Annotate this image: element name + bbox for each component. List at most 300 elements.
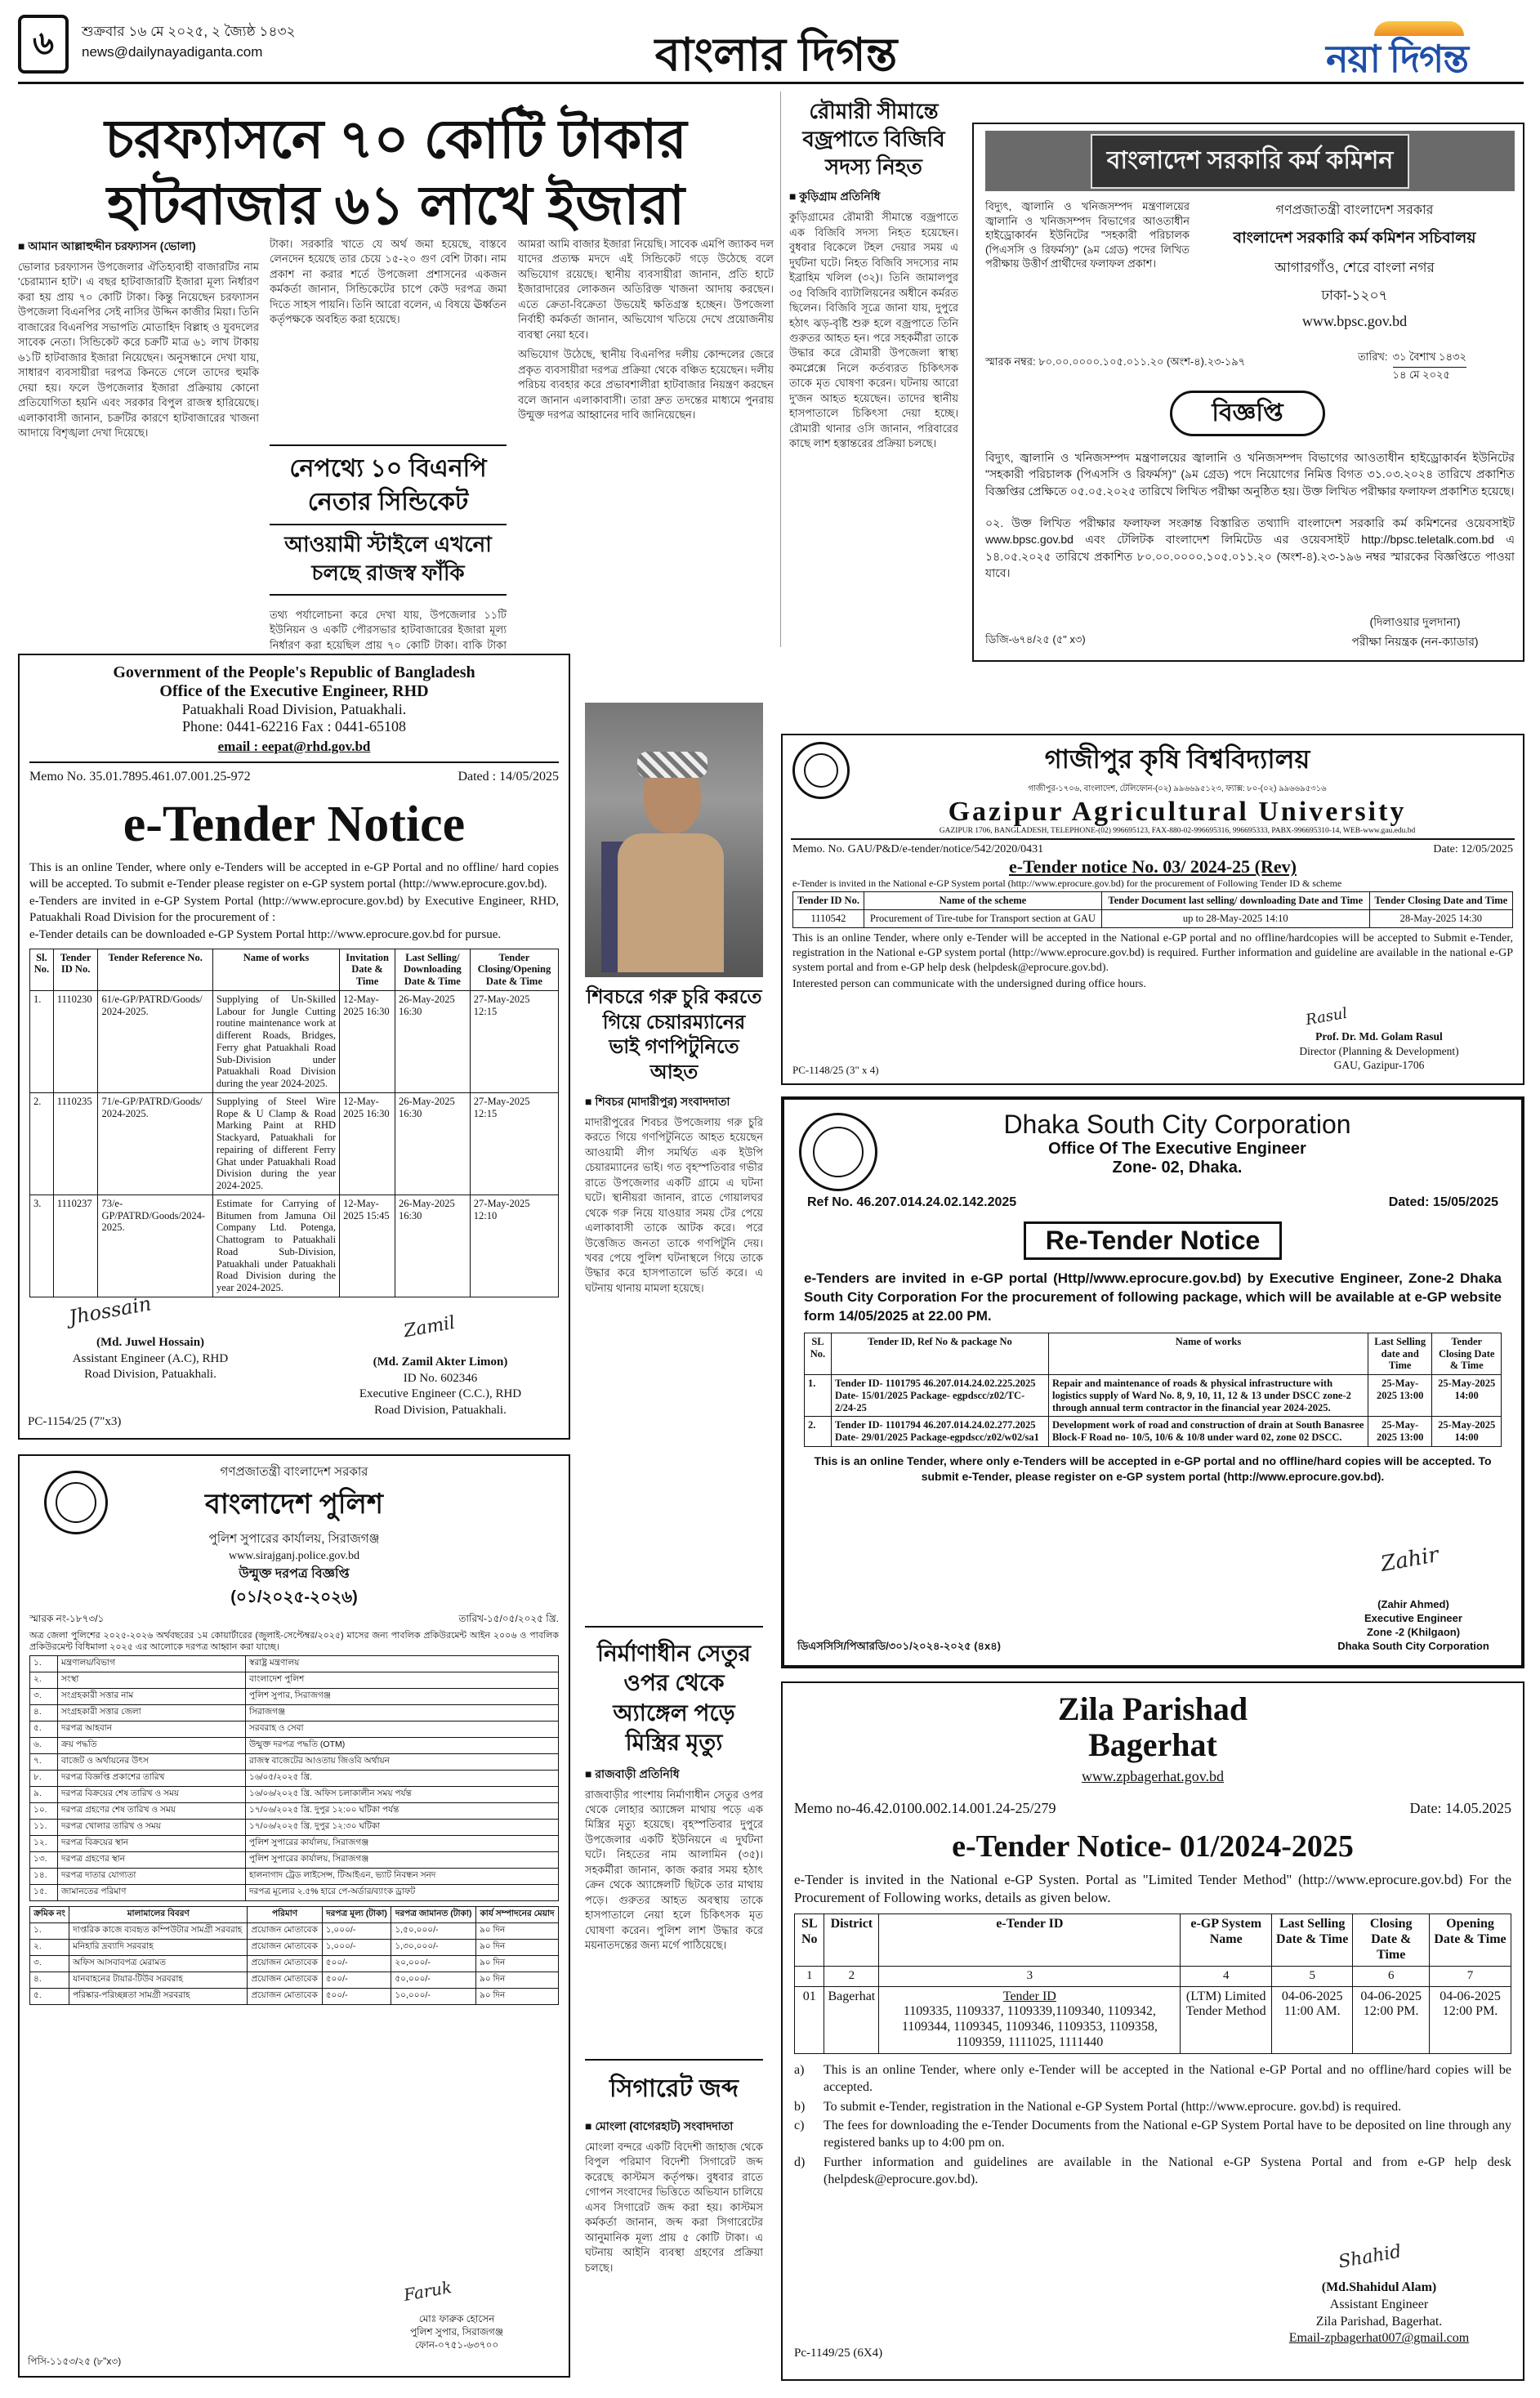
table-row: [30, 1195, 559, 1297]
shibchar-body: মাদারীপুরের শিবচর উপজেলায় গরু চুরি করতে গিয়ে গণপিটুনিতে আহত হয়েছেন আওয়ামী লীগ সমর্থিত এক ইউপি চেয়ারম্যানের ভাই। গত বৃহস্পতিবার গভীর রাতে উপজেলার একটি গ্রামে এ ঘটনা ঘটে। স্থানীয়রা জানান, রাতে গোয়ালঘর থেকে গরু নিয়ে যাওয়ার সময় টের পেয়ে এলাকাবাসী তাকে আটক করে। পরে উত্তেজিত জনতা তাকে গণপিটুনি দেয়। খবর পেয়ে পুলিশ ঘটনাস্থলে গিয়ে তাকে উদ্ধার করে হাসপাতালে ভর্তি করে। এ ঘটনায় থানায় মামলা হয়েছে।: [585, 1115, 763, 1294]
gau-table-header: Name of the scheme: [864, 892, 1101, 910]
table-cell: বাংলাদেশ পুলিশ: [246, 1672, 559, 1688]
bpsc-website[interactable]: www.bpsc.gov.bd: [1301, 313, 1408, 329]
zpb-index-cell: 4: [1181, 1966, 1272, 1986]
rhd-table-header: Last Selling/ Downloading Date & Time: [395, 949, 470, 990]
table-cell: ৯০ দিন: [475, 1922, 558, 1939]
gau-memo: Memo. No. GAU/P&D/e-tender/notice/542/2020/0431: [792, 843, 1044, 856]
list-item: [794, 2118, 1511, 2152]
zpb-table-header: Opening Date & Time: [1430, 1914, 1511, 1967]
table-row: [30, 1972, 559, 1988]
rhd-office: Office of the Executive Engineer, RHD: [159, 682, 429, 700]
rhd-sig1-block: [28, 1335, 273, 1383]
dscc-office: Office Of The Executive Engineer: [1048, 1140, 1306, 1158]
table-row: [30, 1939, 559, 1955]
zpb-signer-block: [1240, 2280, 1518, 2347]
gau-contact-note: Interested person can communicate with the undersigned during office hours.: [792, 978, 1146, 991]
table-cell: ৫.: [30, 1721, 58, 1737]
table-cell: পরিষ্কার-পরিচ্ছন্নতা সামগ্রী সরবরাহ: [69, 1988, 248, 2004]
dscc-table-header: Tender ID, Ref No & package No: [831, 1333, 1048, 1374]
table-cell: ৯.: [30, 1786, 58, 1802]
police-website[interactable]: www.sirajganj.police.gov.bd: [229, 1550, 359, 1562]
table-cell: 3.: [30, 1195, 54, 1297]
list-text: Further information and guidelines are available in the National e-GP Systena Portal and from e-GP help desk (helpdesk@eprocure.gov.bd).: [824, 2155, 1511, 2186]
dscc-logo-icon: [799, 1113, 877, 1191]
table-cell: 04-06-2025 11:00 AM.: [1271, 1986, 1352, 2054]
table-row: [30, 1672, 559, 1688]
bpsc-ad-code: ডিজি-৬৭৪/২৫ (৫" x৩): [985, 633, 1086, 645]
table-cell: প্রয়োজন মোতাবেক: [248, 1988, 322, 2004]
rhd-sig2-id: ID No. 602346: [403, 1371, 478, 1385]
list-marker: b): [794, 2099, 806, 2114]
table-cell: 27-May-2025 12:15: [470, 1092, 558, 1195]
table-cell: [879, 1986, 1181, 2054]
table-cell: 04-06-2025 12:00 PM.: [1430, 1986, 1511, 2054]
rhd-invite: e-Tenders are invited in e-GP System Portal (http://www.eprocure.gov.bd) by Executive Engineer, RHD, Patuakhali Road Division for the procurement of :: [29, 895, 559, 924]
table-cell: Tender ID- 1101794 46.207.014.24.02.277.2025 Date- 29/01/2025 Package-egpdscc/z02/w02/sa1: [831, 1417, 1048, 1447]
list-item: [794, 2062, 1511, 2097]
cigarette-byline: ■ মোংলা (বাগেরহাট) সংবাদদাতা: [585, 2119, 734, 2132]
table-cell: হালনাগাদ ট্রেড লাইসেন্স, টিআইএন, ভ্যাট নিবন্ধন সনদ: [246, 1868, 559, 1884]
table-cell: দাপ্তরিক কাজে ব্যবহৃত কম্পিউটার সামগ্রী সরবরাহ: [69, 1922, 248, 1939]
table-cell: দরপত্র দাতার যোগ্যতা: [58, 1868, 246, 1884]
table-cell: (LTM) Limited Tender Method: [1181, 1986, 1272, 2054]
police-ad-code: পিসি-১১৫৩/২৫ (৮"x৩): [28, 2356, 122, 2367]
romari-byline: ■ কুড়িগ্রাম প্রতিনিধি: [789, 190, 881, 203]
rhd-sig1-division: Road Division, Patuakhali.: [84, 1368, 216, 1381]
table-cell: 04-06-2025 12:00 PM.: [1353, 1986, 1430, 2054]
bridge-headline: নির্মাণাধীন সেতুর ওপর থেকে অ্যাঙ্গেল পড়ে মিস্ত্রির মৃত্যু: [597, 1641, 751, 1756]
romari-headline: রৌমারী সীমান্তে বজ্রপাতে বিজিবি সদস্য নিহত: [802, 99, 945, 179]
table-cell: ১৫.: [30, 1884, 58, 1900]
rhd-phone: Phone: 0441-62216 Fax : 0441-65108: [182, 718, 406, 735]
cigarette-body: মোংলা বন্দরে একটি বিদেশী জাহাজ থেকে বিপুল পরিমাণ বিদেশী সিগারেট জব্দ করেছে কাস্টমস কর্তৃপক্ষ। বুধবার রাতে গোপন সংবাদের ভিত্তিতে অভিযান চালিয়ে এসব সিগারেট জব্দ করা হয়। কাস্টমস কর্মকর্তা জানান, জব্দ করা সিগারেটের আনুমানিক মূল্য প্রায় ৫ কোটি টাকা। এ ঘটনায় আইনি ব্যবস্থা গ্রহণের প্রক্রিয়া চলছে।: [585, 2141, 763, 2274]
table-row: [30, 1955, 559, 1972]
gau-signer-org: GAU, Gazipur-1706: [1333, 1059, 1425, 1072]
table-cell: সংস্থা: [58, 1672, 246, 1688]
zpb-notes-list: [783, 2054, 1523, 2189]
table-cell: Repair and maintenance of roads & physical infrastructure with logistics supply of Ward No. 8, 9, 10, 11, 12 & 13 under DSCC zone-2 through annual term contractor in the financial year 2024-2025.: [1048, 1375, 1368, 1417]
police-items-table: [29, 1906, 559, 2005]
bpsc-side-text: বিদ্যুৎ, জ্বালানি ও খনিজসম্পদ মন্ত্রণালয়ের জ্বালানি ও খনিজসম্পদ বিভাগের আওতাধীন হাইড্রোকার্বন ইউনিটের "সহকারী পরিচালক (পিএসসি ও রিফর্মস)" (৯ম গ্রেড) পদের লিখিত পরীক্ষায় উত্তীর্ণ প্রার্থীদের ফলাফল প্রকাশ।: [985, 200, 1190, 270]
story-romari: [780, 92, 958, 647]
table-row: [30, 1988, 559, 2004]
story-cigarette: [585, 2059, 763, 2369]
lead-pullquote-box: [270, 444, 507, 596]
gau-table-header: Tender Document last selling/ downloading Date and Time: [1101, 892, 1369, 910]
bpsc-date-block: [1358, 350, 1466, 385]
zpb-index-cell: 2: [824, 1966, 879, 1986]
zpb-tender-table: [794, 1913, 1511, 2054]
dscc-table-header: Name of works: [1048, 1333, 1368, 1374]
table-row: [30, 1737, 559, 1753]
lead-column-2-cont: তথ্য পর্যালোচনা করে দেখা যায়, উপজেলার ১১টি ইউনিয়ন ও একটি পৌরসভার হাটবাজারের ইজারা মূল্য নির্ধারণ করা হয়েছিল প্রায় ৭০ কোটি টাকা। বাকি টাকা: [270, 609, 507, 651]
lead-headline-line-1: চরফ্যাসনে ৭০ কোটি টাকার: [105, 109, 687, 169]
gau-memo-row: [783, 843, 1523, 856]
bpsc-memo: স্মারক নম্বর: ৮০.০০.০০০০.১০৫.০১১.২০ (অংশ-৪).২৩-১৯৭: [985, 355, 1246, 368]
zpb-date: Date: 14.05.2025: [1409, 1800, 1511, 1816]
table-cell: উন্মুক্ত দরপত্র পদ্ধতি (OTM): [246, 1737, 559, 1753]
table-cell: দরপত্র বিক্রয়ের শেষ তারিখ ও সময়: [58, 1786, 246, 1802]
lead-story: [18, 92, 774, 651]
police-signer-phone: ফোন-০৭৫১-৬৩৭০০: [414, 2339, 499, 2351]
table-cell: ১৭/০৬/২০২৫ খ্রি. দুপুর ১২:০০ ঘটিকা পর্যন্ত: [246, 1802, 559, 1819]
rhd-table-header: Name of works: [212, 949, 339, 990]
zpb-signer: (Md.Shahidul Alam): [1321, 2280, 1437, 2294]
bpsc-date-label: তারিখ:: [1358, 351, 1388, 363]
table-cell: প্রয়োজন মোতাবেক: [248, 1939, 322, 1955]
police-memo-row: [20, 1612, 569, 1628]
table-cell: ৫০০/-: [322, 1972, 391, 1988]
table-cell: ১৬/০৬/২০২৫ খ্রি. অফিস চলাকালীন সময় পর্যন্ত: [246, 1786, 559, 1802]
bpsc-gov: গণপ্রজাতন্ত্রী বাংলাদেশ সরকার: [1275, 203, 1434, 217]
police-year: (০১/২০২৫-২০২৬): [230, 1588, 358, 1606]
police-items-header: ক্রমিক নং: [30, 1906, 69, 1922]
zpb-signer-title: Assistant Engineer: [1329, 2297, 1429, 2311]
gau-contact-en: GAZIPUR 1706, BANGLADESH, TELEPHONE-(02) 996695123, FAX-880-02-996695316, 996695333, PABX-996695310-14, WEB-www.gau.edu.bd: [939, 827, 1416, 836]
dscc-title: Re-Tender Notice: [1024, 1221, 1283, 1260]
police-signature: Faruk: [402, 2277, 453, 2305]
table-cell: ৬.: [30, 1737, 58, 1753]
table-cell: প্রয়োজন মোতাবেক: [248, 1972, 322, 1988]
table-row: [30, 990, 559, 1092]
story-shibchar: [585, 985, 763, 1623]
gau-note: This is an online Tender, where only e-Tender will be accepted in the National e-GP portal and no offline/hardcopies will be accepted to Submit e-Tender, registration in the National e-GP system portal (http://www.eprocure.gov.bd) is required. Further information and guideline are available in the national e-GP system portal and from e-GP help desk (helpdesk@eprocure.gov.bd).: [792, 931, 1513, 975]
gau-table-header: Tender Closing Date and Time: [1369, 892, 1512, 910]
table-row: [30, 1819, 559, 1835]
zpb-etender-notice: [781, 1681, 1524, 2381]
table-cell: ১,৩০,০০০/-: [391, 1939, 476, 1955]
pullquote-line-2: নেতার সিন্ডিকেট: [307, 488, 469, 516]
police-signer-block: [346, 2312, 567, 2352]
bpsc-banner: [985, 131, 1515, 191]
table-cell: ১৭/০৬/২০২৫ খ্রি. দুপুর ১২:৩০ ঘটিকা: [246, 1819, 559, 1835]
bpsc-city: ঢাকা-১২০৭: [1321, 288, 1388, 303]
rhd-title: e-Tender Notice: [123, 797, 466, 852]
dscc-table-header: Last Selling date and Time: [1368, 1333, 1431, 1374]
masthead-rule: [18, 82, 1524, 84]
table-cell: ১,০০০/-: [322, 1922, 391, 1939]
table-cell: 12-May-2025 16:30: [340, 1092, 395, 1195]
zpb-name-2: Bagerhat: [1088, 1726, 1217, 1763]
bpsc-para-1: বিদ্যুৎ, জ্বালানি ও খনিজসম্পদ মন্ত্রণালয়ের জ্বালানি ও খনিজসম্পদ বিভাগের আওতাধীন হাইড্রোকার্বন ইউনিটের "সহকারী পরিচালক (পিএসসি ও রিফর্মস)" (৯ম গ্রেড) পদে নিয়োগের নিমিত্ত বিগত ৩১.০৩.২০২৪ তারিখে প্রকাশিত বিজ্ঞপ্তির প্রেক্ষিতে ০৫.০৫.২০২৫ তারিখে লিখিত পরীক্ষা অনুষ্ঠিত হয়। উক্ত লিখিত পরীক্ষার ফলাফল প্রকাশিত হয়েছে।: [985, 451, 1515, 498]
table-cell: ১১.: [30, 1819, 58, 1835]
section-title: বাংলার দিগন্ত: [654, 29, 898, 80]
table-cell: 27-May-2025 12:15: [470, 990, 558, 1092]
table-cell: 1110230: [53, 990, 98, 1092]
rhd-signature-2: Zamil: [402, 1312, 458, 1342]
table-cell: যানবাহনের টায়ার-টিউব সরবরাহ: [69, 1972, 248, 1988]
rhd-table-header: Tender Reference No.: [98, 949, 212, 990]
table-cell: ২.: [30, 1672, 58, 1688]
table-cell: সিরাজগঞ্জ: [246, 1704, 559, 1721]
bpsc-signer: (দিলাওয়ার দুলদানা): [1369, 615, 1461, 628]
table-cell: ৪.: [30, 1972, 69, 1988]
police-notice-type: উন্মুক্ত দরপত্র বিজ্ঞপ্তি: [239, 1567, 350, 1581]
page-number: ৬: [18, 15, 69, 74]
zpb-signer-email[interactable]: Email-zpbagerhat007@gmail.com: [1288, 2331, 1470, 2346]
cigarette-headline: সিগারেট জব্দ: [609, 2075, 739, 2102]
rhd-gov: Government of the People's Republic of Bangladesh: [113, 663, 475, 681]
table-cell: ১২.: [30, 1835, 58, 1851]
table-row: [30, 1092, 559, 1195]
news-photo-injured-man: [585, 703, 763, 977]
table-cell: দরপত্র মূল্যের ২.৫% হারে পে-অর্ডার/ব্যাংক ড্রাফট: [246, 1884, 559, 1900]
rhd-sig2-division: Road Division, Patuakhali.: [374, 1403, 507, 1417]
table-row: [30, 1835, 559, 1851]
dscc-tender-table: [804, 1333, 1502, 1447]
table-cell: 1.: [805, 1375, 832, 1417]
police-signer: মোঃ ফারুক হোসেন: [418, 2313, 495, 2324]
gau-name-bn: গাজীপুর কৃষি বিশ্ববিদ্যালয়: [1044, 744, 1310, 774]
gau-date: Date: 12/05/2025: [1433, 843, 1513, 856]
zpb-tender-id-list: 1109335, 1109337, 1109339,1109340, 1109342, 1109344, 1109345, 1109346, 1109353, 1109358, 1109359, 1111025, 1111440: [901, 2004, 1158, 2050]
zpb-table-header: Last Selling Date & Time: [1271, 1914, 1352, 1967]
zpb-memo-row: [783, 1785, 1523, 1817]
bpsc-banner-text: বাংলাদেশ সরকারি কর্ম কমিশন: [1091, 134, 1410, 189]
bridge-byline: ■ রাজবাড়ী প্রতিনিধি: [585, 1766, 680, 1780]
police-memo: স্মারক নং-১৮৭৩/১: [29, 1613, 105, 1624]
table-cell: Supplying of Steel Wire Rope & U Clamp & Road Marking Paint at RHD Stackyard, Patuakhali for repairing of different Ferry Ghat under Patuakhali Road Division during the year 2024-2025.: [212, 1092, 339, 1195]
zpb-table-header: SL No: [795, 1914, 824, 1967]
table-row: [30, 1704, 559, 1721]
gau-title: e-Tender notice No. 03/ 2024-25 (Rev): [1009, 856, 1297, 877]
table-row: [30, 1688, 559, 1704]
zpb-index-cell: 3: [879, 1966, 1181, 1986]
rhd-sig1-designation: Assistant Engineer (A.C), RHD: [72, 1351, 229, 1365]
table-cell: স্বরাষ্ট্র মন্ত্রণালয়: [246, 1655, 559, 1672]
police-date: তারিখ-১৫/০৫/২০২৫ খ্রি.: [458, 1613, 559, 1624]
table-cell: পুলিশ সুপারের কার্যালয়, সিরাজগঞ্জ: [246, 1835, 559, 1851]
table-cell: প্রয়োজন মোতাবেক: [248, 1922, 322, 1939]
dscc-table-header: SL No.: [805, 1333, 832, 1374]
rhd-table-header: Sl. No.: [30, 949, 54, 990]
table-cell: ১৪.: [30, 1868, 58, 1884]
table-cell: ১.: [30, 1922, 69, 1939]
table-cell: Supplying of Un-Skilled Labour for Jungle Cutting routine maintenance work at different Roads, Bridges, Ferry ghat Patuakhali Road Sub-Division under Patuakhali Road Division during the year 2024-2025.: [212, 990, 339, 1092]
table-cell: দরপত্র খোলার তারিখ ও সময়: [58, 1819, 246, 1835]
police-items-header: মালামালের বিবরণ: [69, 1906, 248, 1922]
bpsc-address: আগারগাঁও, শেরে বাংলা নগর: [1274, 260, 1435, 275]
table-cell: ৩.: [30, 1955, 69, 1972]
dscc-date: Dated: 15/05/2025: [1388, 1195, 1498, 1209]
table-cell: ১.: [30, 1655, 58, 1672]
zpb-table-header: e-GP System Name: [1181, 1914, 1272, 1967]
gau-signer-title: Director (Planning & Development): [1299, 1044, 1459, 1057]
table-row: [30, 1802, 559, 1819]
table-row: [805, 1417, 1502, 1447]
table-cell: 1110235: [53, 1092, 98, 1195]
table-cell: ৫০,০০০/-: [391, 1972, 476, 1988]
gau-table-header: Tender ID No.: [793, 892, 864, 910]
list-item: [794, 2155, 1511, 2189]
shibchar-byline: ■ শিবচর (মাদারীপুর) সংবাদদাতা: [585, 1094, 730, 1108]
zpb-table-header: e-Tender ID: [879, 1914, 1181, 1967]
table-cell: Procurement of Tire-tube for Transport section at GAU: [864, 910, 1101, 928]
police-office: পুলিশ সুপারের কার্যালয়, সিরাজগঞ্জ: [208, 1532, 380, 1546]
table-row: [30, 1753, 559, 1770]
table-cell: ৮.: [30, 1770, 58, 1786]
newspaper-logo[interactable]: [1274, 18, 1520, 80]
gau-contact-bn: গাজীপুর-১৭০৬, বাংলাদেশ, টেলিফোন-(০২) ৯৯৬৬৯৫১২৩, ফ্যাক্স: ৮০-(০২) ৯৯৬৬৯৫৩১৬: [1028, 784, 1327, 793]
table-cell: সংগ্রহকারী সত্তার জেলা: [58, 1704, 246, 1721]
table-cell: দরপত্র বিজ্ঞপ্তি প্রকাশের তারিখ: [58, 1770, 246, 1786]
table-cell: অফিস আসবাবপত্র মেরামত: [69, 1955, 248, 1972]
rhd-tender-table: [29, 949, 559, 1297]
table-cell: পুলিশ সুপারের কার্যালয়, সিরাজগঞ্জ: [246, 1851, 559, 1868]
table-cell: ১৬/০৫/২০২৫ খ্রি.: [246, 1770, 559, 1786]
table-row: [30, 1721, 559, 1737]
table-cell: ১,০০০/-: [322, 1939, 391, 1955]
table-row: [30, 1922, 559, 1939]
table-row: [30, 1770, 559, 1786]
police-emblem-icon: [44, 1471, 108, 1534]
police-info-table: [29, 1655, 559, 1901]
table-cell: ৫০০/-: [322, 1988, 391, 2004]
table-cell: দরপত্র গ্রহণের শেষ তারিখ ও সময়: [58, 1802, 246, 1819]
table-cell: 1110237: [53, 1195, 98, 1297]
table-cell: রাজস্ব বাজেটের আওতায় জিওবি অর্থায়ন: [246, 1753, 559, 1770]
list-marker: c): [794, 2119, 805, 2133]
table-cell: 25-May-2025 13:00: [1368, 1375, 1431, 1417]
table-cell: 1110542: [793, 910, 864, 928]
rhd-table-header: Tender ID No.: [53, 949, 98, 990]
police-tender-notice: [18, 1454, 570, 2378]
table-cell: 12-May-2025 16:30: [340, 990, 395, 1092]
lead-column-4: অভিযোগ উঠেছে, স্থানীয় বিএনপির দলীয় কোন্দলের জেরে প্রকৃত ব্যবসায়ীরা দরপত্র প্রক্রিয়া থেকে বঞ্চিত হয়েছেন। দলীয় পরিচয় ব্যবহার করে প্রভাবশালীরা হাটবাজার নিয়ন্ত্রণ করছেন বলে জানান এলাকাবাসী। তারা দ্রুত তদন্তের মাধ্যমে পুনরায় উন্মুক্ত দরপত্র আহ্বানের দাবি জানিয়েছেন।: [518, 348, 774, 421]
table-cell: ৪.: [30, 1704, 58, 1721]
rhd-division: Patuakhali Road Division, Patuakhali.: [181, 701, 407, 717]
table-cell: ৯০ দিন: [475, 1972, 558, 1988]
pullquote-line-1: নেপথ্যে ১০ বিএনপি: [289, 455, 487, 482]
rhd-download: e-Tender details can be downloaded e-GP System Portal http://www.eprocure.gov.bd for pursue.: [29, 928, 502, 941]
story-bridge: [585, 1626, 763, 2051]
gau-name-en: Gazipur Agricultural University: [948, 797, 1407, 827]
table-cell: ক্রয় পদ্ধতি: [58, 1737, 246, 1753]
table-cell: বাজেট ও অর্থায়নের উৎস: [58, 1753, 246, 1770]
pullquote-line-3: আওয়ামী স্টাইলে এখনো: [284, 532, 492, 556]
table-cell: পুলিশ সুপার, সিরাজগঞ্জ: [246, 1688, 559, 1704]
dscc-invite: e-Tenders are invited in e-GP portal (Http//www.eprocure.gov.bd) by Executive Engineer, Zone-2 Dhaka South City Corporation For the procurement of following package, which will be available at e-GP website form 14/05/2025 at 22.00 PM.: [804, 1270, 1502, 1324]
table-cell: ১,৫০,০০০/-: [391, 1922, 476, 1939]
table-cell: 25-May-2025 14:00: [1432, 1375, 1502, 1417]
table-cell: ১০,০০০/-: [391, 1988, 476, 2004]
rhd-divider: [29, 761, 559, 763]
table-cell: 71/e-GP/PATRD/Goods/ 2024-2025.: [98, 1092, 212, 1195]
zpb-website[interactable]: www.zpbagerhat.gov.bd: [1081, 1768, 1225, 1784]
table-cell: 25-May-2025 14:00: [1432, 1417, 1502, 1447]
bpsc-designation: পরীক্ষা নিয়ন্ত্রক (নন-ক্যাডার): [1351, 635, 1479, 648]
zpb-signer-org: Zila Parishad, Bagerhat.: [1315, 2314, 1443, 2329]
table-cell: 26-May-2025 16:30: [395, 1195, 470, 1297]
rhd-table-header: Invitation Date & Time: [340, 949, 395, 990]
rhd-memo-row: [20, 770, 569, 784]
dscc-signature: Zahir: [1378, 1543, 1441, 1577]
dscc-table-header: Tender Closing Date & Time: [1432, 1333, 1502, 1374]
table-cell: মন্ত্রণালয়/বিভাগ: [58, 1655, 246, 1672]
table-cell: দরপত্র গ্রহণের স্থান: [58, 1851, 246, 1868]
table-row: [30, 1884, 559, 1900]
zpb-ad-code: Pc-1149/25 (6X4): [794, 2347, 883, 2360]
table-cell: 61/e-GP/PATRD/Goods/ 2024-2025.: [98, 990, 212, 1092]
bpsc-date-bangla: ৩১ বৈশাখ ১৪৩২: [1393, 350, 1466, 368]
rhd-memo: Memo No. 35.01.7895.461.07.001.25-972: [29, 770, 251, 784]
zpb-index-cell: 5: [1271, 1966, 1352, 1986]
table-cell: 01: [795, 1986, 824, 2054]
dscc-retender-notice: [781, 1096, 1524, 1668]
table-cell: Bagerhat: [824, 1986, 879, 2054]
table-cell: 12-May-2025 15:45: [340, 1195, 395, 1297]
zpb-title: e-Tender Notice- 01/2024-2025: [952, 1829, 1354, 1864]
table-cell: 73/e-GP/PATRD/Goods/2024-2025.: [98, 1195, 212, 1297]
list-marker: d): [794, 2155, 806, 2169]
table-cell: দরপত্র বিক্রয়ের স্থান: [58, 1835, 246, 1851]
rhd-ad-code: PC-1154/25 (7"x3): [28, 1415, 122, 1428]
rhd-date: Dated : 14/05/2025: [458, 770, 559, 784]
table-cell: সংগ্রহকারী সত্তার নাম: [58, 1688, 246, 1704]
rhd-email[interactable]: email : eepat@rhd.gov.bd: [217, 739, 371, 754]
issue-date: শুক্রবার ১৬ মে ২০২৫, ২ জ্যৈষ্ঠ ১৪৩২: [82, 24, 296, 39]
rhd-signature-1: Jhossain: [67, 1292, 154, 1329]
police-items-header: দরপত্র জামানত (টাকা): [391, 1906, 476, 1922]
zpb-signature: Shahid: [1337, 2241, 1404, 2273]
lead-byline: ■ আমান আল্লাহুদ্দীন চরফ্যাসন (ভোলা): [18, 239, 196, 252]
list-text: The fees for downloading the e-Tender Documents from the National e-GP System Portal have to be deposited on line through any registered banks up to 4:00 pm on.: [824, 2119, 1511, 2150]
table-cell: জামানতের পরিমাণ: [58, 1884, 246, 1900]
table-cell: Development work of road and construction of drain at South Banasree Block-F Road no- 10/5, 10/6 & 10/8 under ward 02, zone 02 DSCC.: [1048, 1417, 1368, 1447]
table-row: [30, 1851, 559, 1868]
gau-invite: e-Tender is invited in the National e-GP System portal (http://www.eprocure.gov.bd) for the procurement of Following Tender ID & scheme: [792, 877, 1342, 890]
table-cell: 2.: [805, 1417, 832, 1447]
pullquote-divider: [270, 524, 507, 525]
zpb-tender-id-label: Tender ID: [1002, 1989, 1056, 2003]
police-items-header: কার্য সম্পাদনের মেয়াদ: [475, 1906, 558, 1922]
rhd-intro: This is an online Tender, where only e-Tenders will be accepted in e-GP Portal and no offline/ hard copies will be accepted. To submit e-Tender please register on e-GP system portal (http://www.eprocure.gov.bd).: [29, 861, 559, 891]
police-title: বাংলাদেশ পুলিশ: [205, 1489, 383, 1520]
table-cell: ১০.: [30, 1802, 58, 1819]
gau-signature: Rasul: [1304, 1004, 1349, 1029]
table-cell: 2.: [30, 1092, 54, 1195]
zpb-index-cell: 6: [1353, 1966, 1430, 1986]
dscc-ad-code: ডিএসসিসি/পিআরডি/৩০১/২০২৪-২০২৫ (৪x৪): [797, 1640, 1001, 1652]
dscc-signer-org: Dhaka South City Corporation: [1337, 1639, 1489, 1652]
dscc-note: This is an online Tender, where only e-Tenders will be accepted in e-GP portal and no offline/hard copies will be accepted. To submit e-Tender, please register on e-GP system portal (http://www.eprocure.gov.bd).: [814, 1454, 1492, 1483]
newsroom-email[interactable]: news@dailynayadiganta.com: [82, 44, 263, 60]
dscc-ref: Ref No. 46.207.014.24.02.142.2025: [807, 1195, 1017, 1209]
list-text: This is an online Tender, where only e-Tender will be accepted in the National e-GP Portal and no offline/hard copies will be accepted.: [824, 2063, 1511, 2094]
table-cell: ৫.: [30, 1988, 69, 2004]
table-cell: ৫০০/-: [322, 1955, 391, 1972]
table-cell: Tender ID- 1101795 46.207.014.24.02.225.2025 Date- 15/01/2025 Package- egpdscc/z02/TC-2/24-25: [831, 1375, 1048, 1417]
bpsc-notice-title: বিজ্ঞপ্তি: [1170, 391, 1325, 436]
zpb-name-1: Zila Parishad: [1057, 1690, 1248, 1727]
dscc-zone: Zone- 02, Dhaka.: [1112, 1159, 1243, 1177]
bpsc-office: বাংলাদেশ সরকারি কর্ম কমিশন সচিবালয়: [1233, 230, 1476, 247]
lead-column-1: ভোলার চরফ্যাসন উপজেলার ঐতিহ্যবাহী বাজারটির নাম 'চেরাম্যান হাট'। এ বছর হাটবাজারটি ইজারা মূল্য নির্ধারণ করা হয় প্রায় ৭০ কোটি টাকা। কিন্তু নিয়েছেন চরফ্যাসন উপজেলা বিএনপির সেই নাসির উদ্দিন কাজীর মিয়া। তিনি বাজারের বিএনপির সভাপতি মোতাহিদ বিল্লাহ ও যুবদলের সাবেক নেতা। সিন্ডিকেট করে চক্রটি মাত্র ৬১ লাখ টাকায় ৬১টি হাটবাজার ইজারা নিয়েছেন। অনুসন্ধানে দেখা যায়, সাধারণ ব্যবসায়ীরা দরপত্র কিনতে গেলে তাদের হুমকি দেয়া হয়। ফলে উপজেলার ইজারা প্রক্রিয়ায় কোনো প্রতিযোগিতা হয়নি এবং সরকার বিপুল রাজস্ব হারিয়েছে। এলাকাবাসী জানান, চক্রটির কারণে হাটবাজারের খাজনা আদায়ে বিশৃঙ্খলা দেখা দিয়েছে।: [18, 261, 259, 439]
rhd-sig2-name: (Md. Zamil Akter Limon): [373, 1355, 508, 1369]
lead-column-2: টাকা। সরকারি খাতে যে অর্থ জমা হয়েছে, বাস্তবে লেনদেন হয়েছে তার চেয়ে ১৫-২০ গুণ বেশি টাকা। নাম প্রকাশ না করার শর্তে উপজেলা প্রশাসনের একজন কর্মকর্তা জানান, সিন্ডিকেটের চাপে কেউ দরপত্র জমা দিতে সাহস পায়নি। তিনি আরো বলেন, এ বিষয়ে ঊর্ধ্বতন কর্তৃপক্ষকে অবহিত করা হয়েছে।: [270, 238, 507, 326]
table-cell: up to 28-May-2025 14:10: [1101, 910, 1369, 928]
dscc-name: Dhaka South City Corporation: [1003, 1110, 1351, 1139]
list-marker: a): [794, 2063, 805, 2077]
logo-text: নয়া দিগন্ত: [1326, 38, 1468, 80]
table-cell: ৭.: [30, 1753, 58, 1770]
table-cell: দরপত্র আহবান: [58, 1721, 246, 1737]
gau-ad-code: PC-1148/25 (3" x 4): [792, 1064, 879, 1076]
dscc-signer: (Zahir Ahmed): [1377, 1598, 1449, 1610]
dscc-signer-block: [1307, 1598, 1520, 1654]
table-cell: 1.: [30, 990, 54, 1092]
